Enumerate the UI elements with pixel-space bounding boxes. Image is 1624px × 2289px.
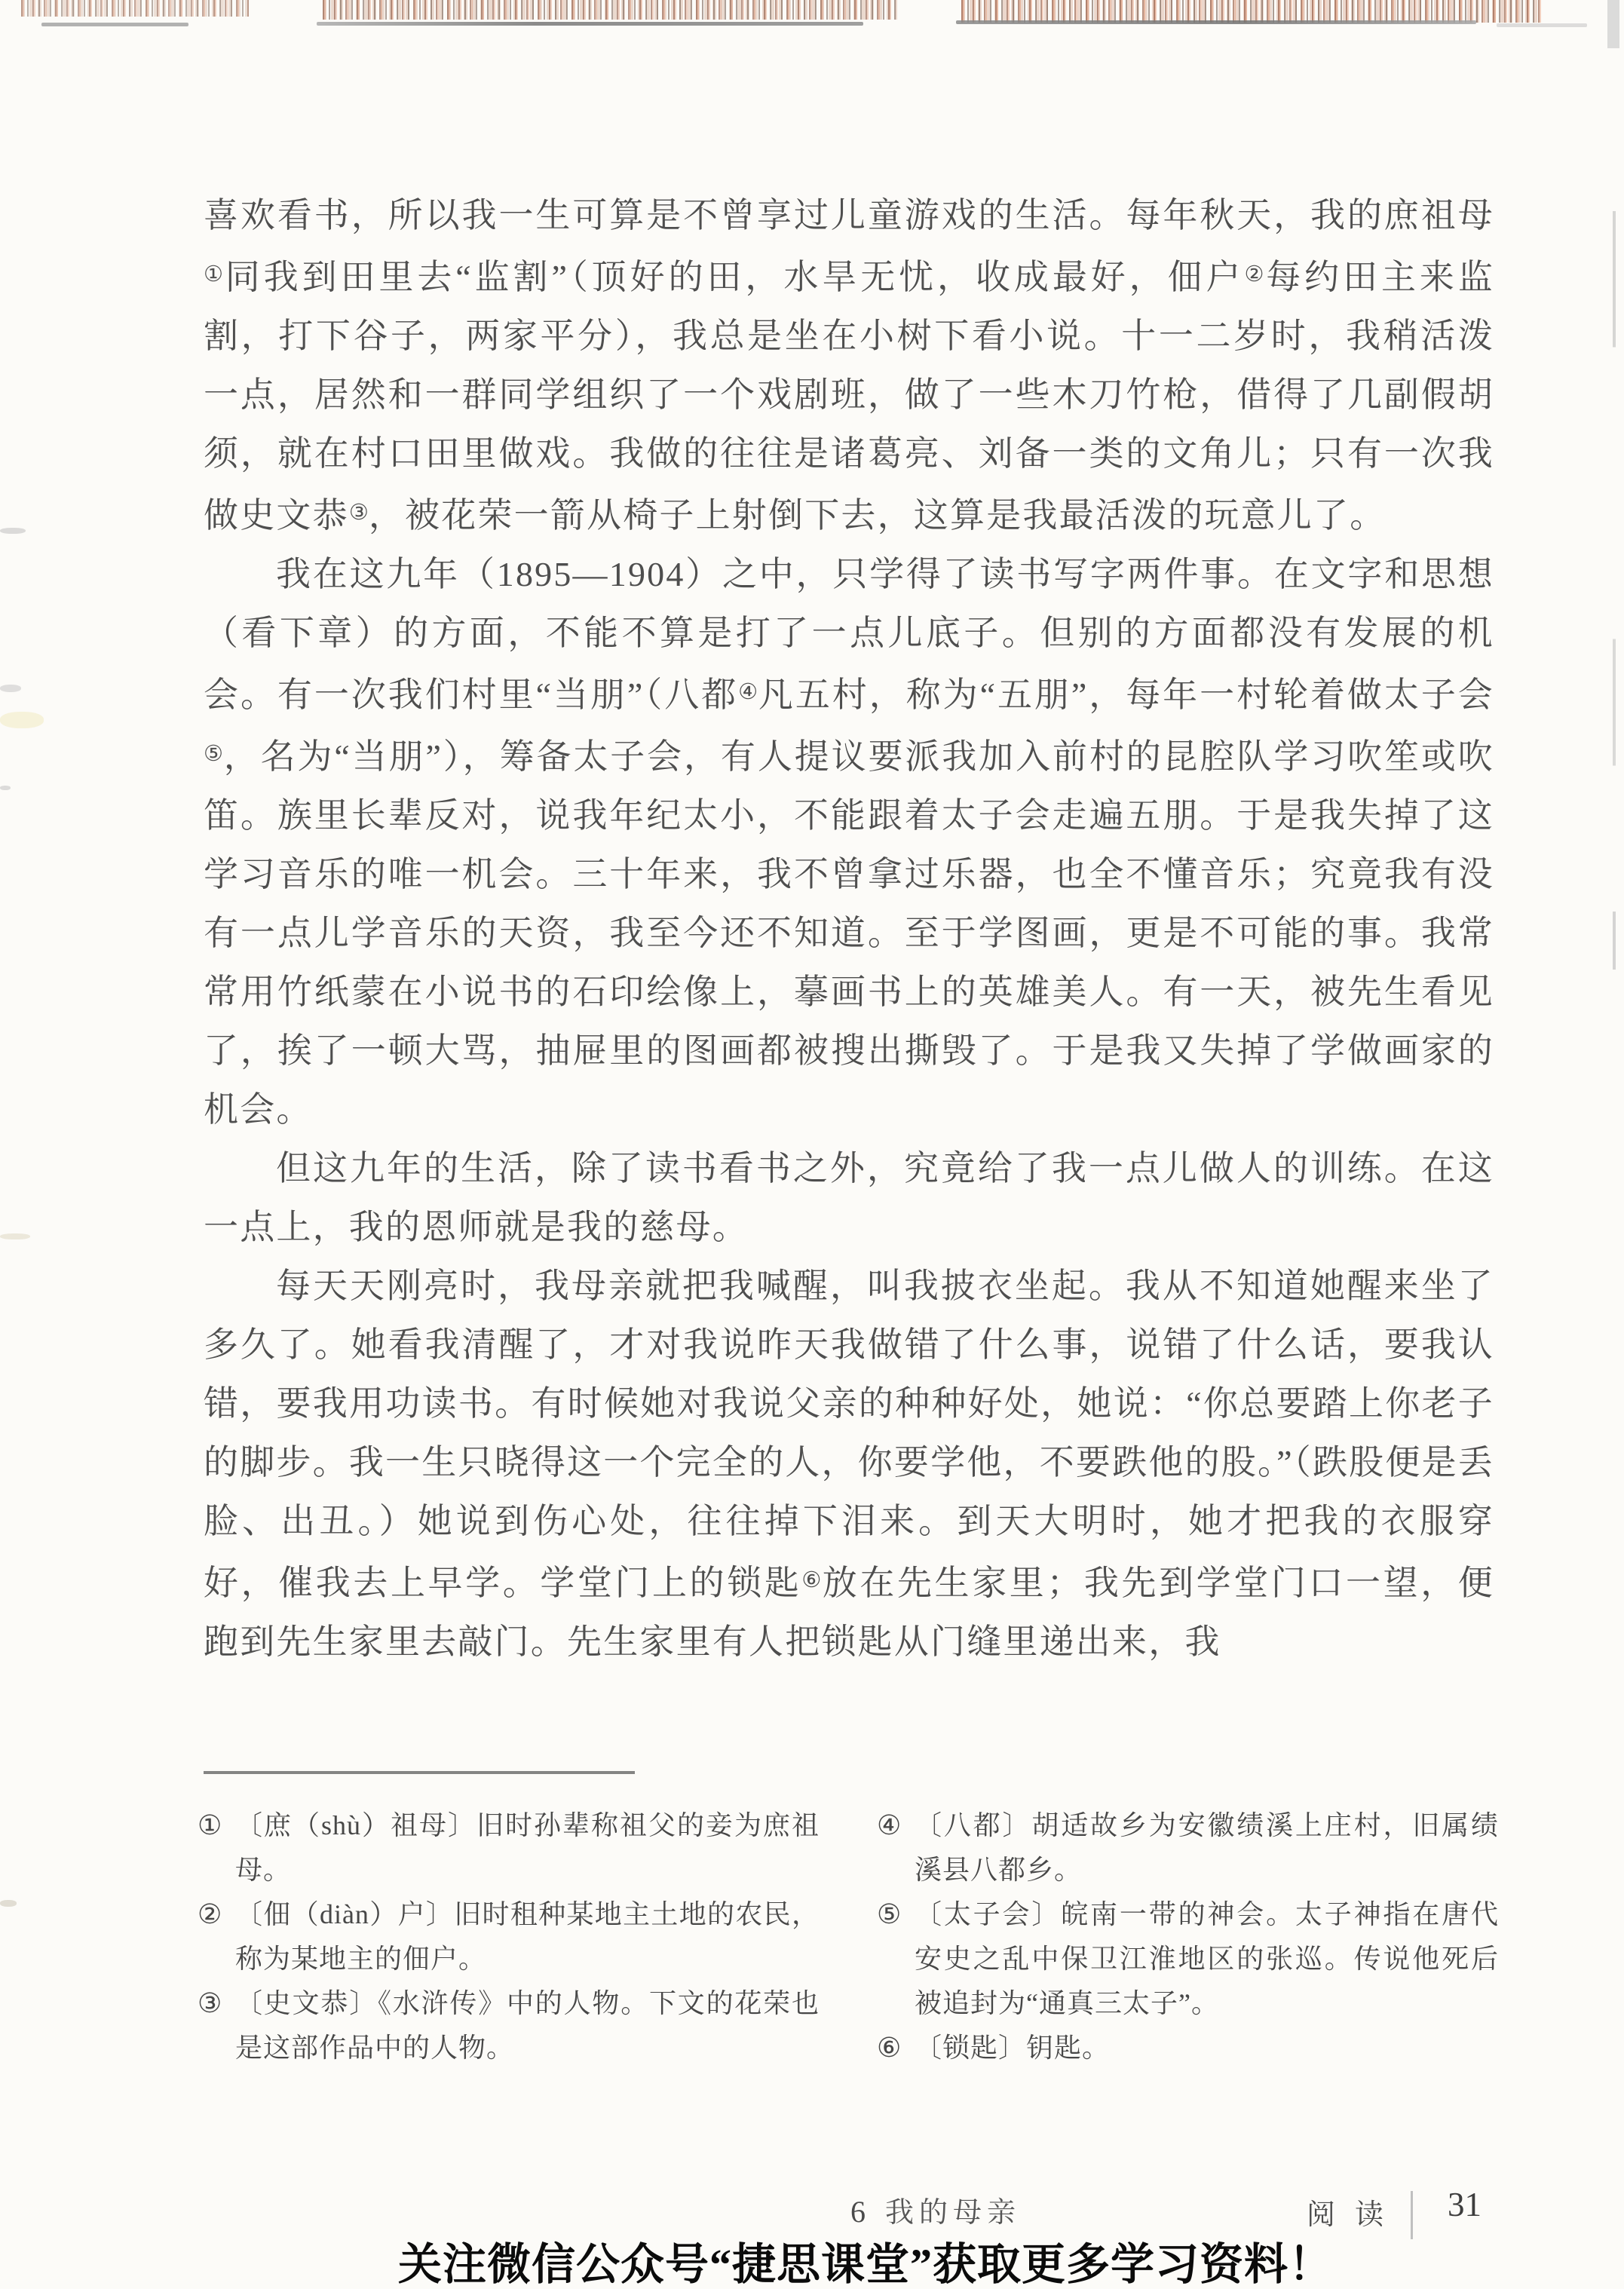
paragraph-1: 喜欢看书，所以我一生可算是不曾享过儿童游戏的生活。每年秋天，我的庶祖母①同我到田里去“监割”（顶好的田，水旱无忧，收成最好，佃户②每约田主来监割，打下谷子，两家平分），我总是坐在小树下看小说。十一二岁时，我稍活泼一点，居然和一群同学组织了一个戏剧班，做了一些木刀竹枪，借得了几副假胡须，就在村口田里做戏。我做的往往是诸葛亮、刘备一类的文角儿；只有一次我做史文恭③，被花荣一箭从椅子上射倒下去，这算是我最活泼的玩意儿了。 [204,196,1495,535]
scan-smudge [0,712,44,728]
scan-striation-right [961,0,1542,23]
footnote-text: 〔锁匙〕钥匙。 [915,2033,1111,2063]
footnote-text: 〔史文恭〕《水浒传》中的人物。下文的花荣也是这部作品中的人物。 [235,1988,820,2063]
footnote-marker: ② [198,1899,223,1929]
lesson-number: 6 [850,2195,866,2229]
body-text [204,186,1494,1672]
footnote-item [877,1803,1499,1892]
footnotes [198,1803,1499,2070]
footnote-text: 〔太子会〕皖南一带的神会。太子神指在唐代安史之乱中保卫江淮地区的张巡。传说他死后被追封为“通真三太子”。 [915,1899,1499,2018]
footnote-item [198,1803,820,1892]
scan-striation-left [21,0,249,17]
footnote-marker: ③ [198,1988,223,2018]
scan-smudge [0,1233,30,1239]
footer-lesson [850,2189,1021,2230]
footnote-item [198,1892,820,1981]
scan-right-edge-line [1613,211,1616,1184]
scan-edge-line [956,20,1476,24]
paragraph-2: 我在这九年（1895—1904）之中，只学得了读书写字两件事。在文字和思想（看下章）的方面，不能不算是打了一点儿底子。但别的方面都没有发展的机会。有一次我们村里“当朋”（八都④凡五村，称为“五朋”，每年一村轮着做太子会⑤，名为“当朋”），筹备太子会，有人提议要派我加入前村的昆腔队学习吹笙或吹笛。族里长辈反对，说我年纪太小，不能跟着太子会走遍五朋。于是我失掉了这学习音乐的唯一机会。三十年来，我不曾拿过乐器，也全不懂音乐；究竟我有没有一点儿学音乐的天资，我至今还不知道。至于学图画，更是不可能的事。我常常用竹纸蒙在小说书的石印绘像上，摹画书上的英雄美人。有一天，被先生看见了，挨了一顿大骂，抽屉里的图画都被搜出撕毁了。于是我又失掉了学做画家的机会。 [204,555,1494,1129]
footnote-text: 〔佃（diàn）户〕旧时租种某地主土地的农民，称为某地主的佃户。 [235,1899,820,1974]
footnote-item [877,2026,1499,2070]
paragraph-4: 每天天刚亮时，我母亲就把我喊醒，叫我披衣坐起。我从不知道她醒来坐了多久了。她看我清醒了，才对我说昨天我做错了什么事，说错了什么话，要我认错，要我用功读书。有时候她对我说父亲的种种好处，她说：“你总要踏上你老子的脚步。我一生只晓得这一个完全的人，你要学他，不要跌他的股。”（跌股便是丢脸、出丑。）她说到伤心处，往往掉下泪来。到天大明时，她才把我的衣服穿好，催我去上早学。学堂门上的锁匙⑥放在先生家里；我先到学堂门口一望，便跑到先生家里去敲门。先生家里有人把锁匙从门缝里递出来，我 [204,1267,1494,1661]
lesson-title: 我的母亲 [885,2197,1022,2229]
footnote-marker: ⑤ [877,1899,902,1929]
footnote-text: 〔庶（shù）祖母〕旧时孙辈称祖父的妾为庶祖母。 [235,1810,820,1885]
scan-corner-mark [1607,0,1619,48]
scan-smudge [0,528,26,534]
footnote-item [877,1892,1499,2026]
scan-striation-middle [323,0,897,20]
page-number: 31 [1448,2186,1482,2223]
footnotes-right-column [877,1803,1499,2070]
footnote-marker: ④ [877,1810,902,1840]
scan-smudge [0,685,21,692]
footer-section-label: 阅读 [1307,2199,1404,2231]
paragraph-3: 但这九年的生活，除了读书看书之外，究竟给了我一点儿做人的训练。在这一点上，我的恩师就是我的慈母。 [204,1149,1494,1246]
footnotes-left-column [198,1803,820,2070]
footnote-marker: ⑥ [877,2033,902,2063]
footnote-text: 〔八都〕胡适故乡为安徽绩溪上庄村，旧属绩溪县八都乡。 [915,1810,1499,1885]
watermark-text: 关注微信公众号“捷思课堂”获取更多学习资料！ [398,2240,1334,2289]
scan-smudge [0,786,11,790]
footnote-item [198,1981,820,2070]
scan-edge-line [317,22,863,26]
scan-edge-line [1497,23,1587,27]
footer-divider-bar [1411,2191,1413,2239]
scan-edge-line [41,23,188,26]
footnote-marker: ① [198,1810,223,1840]
scan-smudge [0,1900,17,1907]
footnote-separator [204,1771,635,1774]
